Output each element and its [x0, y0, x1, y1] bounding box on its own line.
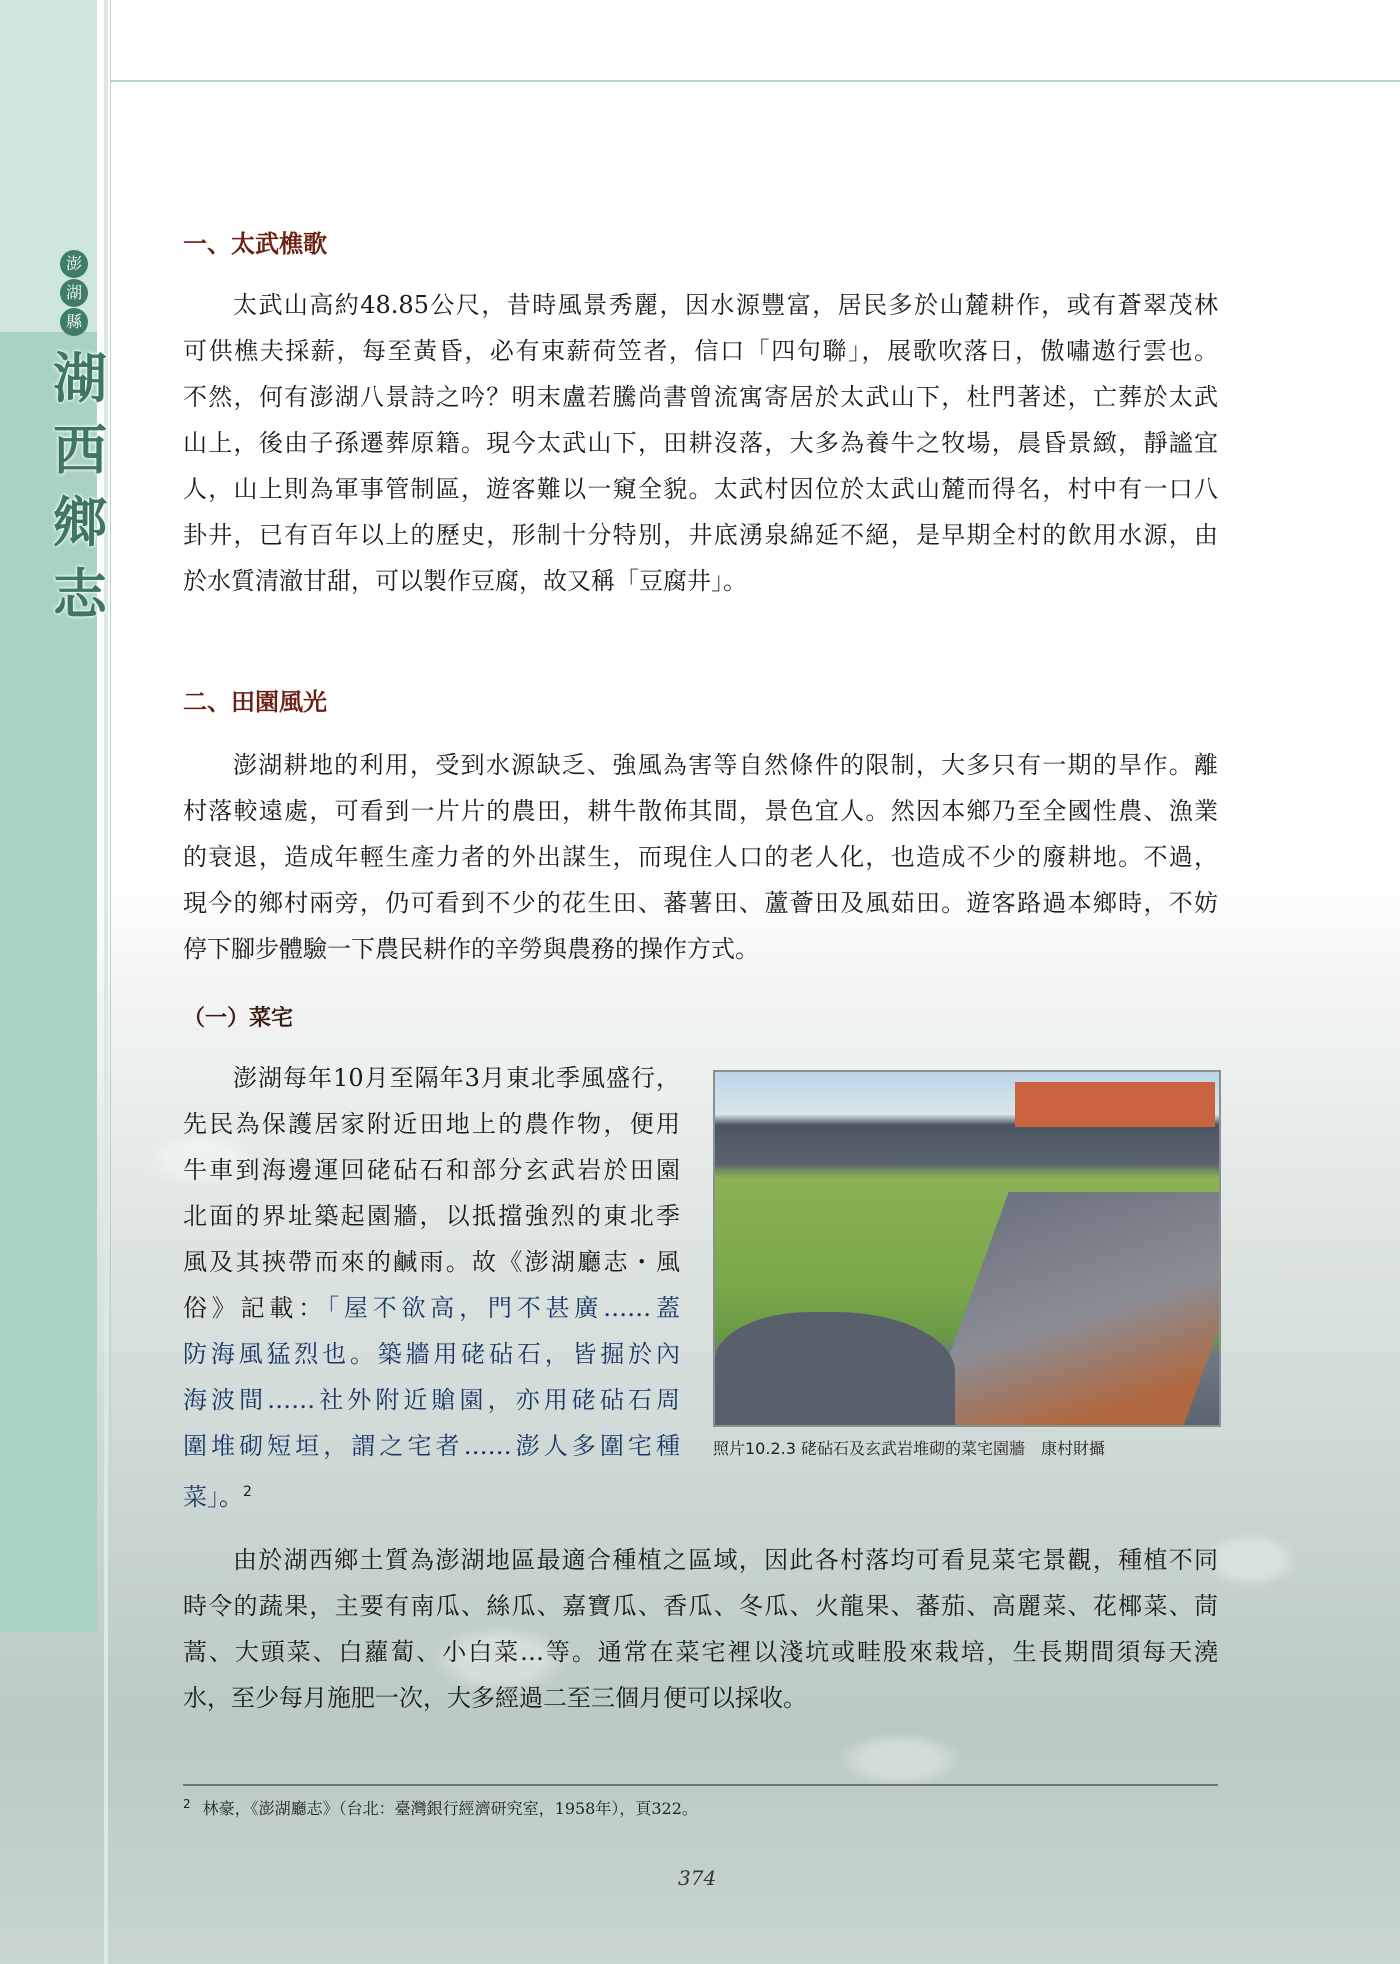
- text-line: 現今的鄉村兩旁，仍可看到不少的花生田、蕃薯田、蘆薈田及風茹田。遊客路過本鄉時，不妨: [183, 889, 1218, 917]
- header-rule: [110, 80, 1400, 82]
- photo-coral-stone-wall: [713, 1070, 1221, 1427]
- text-line: 澎湖耕地的利用，受到水源缺乏、強風為害等自然條件的限制，大多只有一期的旱作。離: [233, 751, 1218, 779]
- text-line: 村落較遠處，可看到一片片的農田，耕牛散佈其間，景色宜人。然因本鄉乃至全國性農、漁業: [183, 797, 1218, 825]
- badge-char: 縣: [60, 308, 88, 336]
- text-line: 澎湖每年10月至隔年3月東北季風盛行，: [233, 1064, 680, 1092]
- quote-line: 圍堆砌短垣，謂之宅者……澎人多圍宅種: [183, 1432, 680, 1460]
- photo-rock: [715, 1312, 955, 1427]
- text-line: 牛車到海邊運回硓砧石和部分玄武岩於田園: [183, 1156, 680, 1184]
- paragraph: [183, 1055, 680, 1515]
- paragraph: [183, 1537, 1218, 1721]
- text-line: 由於湖西鄉土質為澎湖地區最適合種植之區域，因此各村落均可看見菜宅景觀，種植不同: [233, 1546, 1218, 1574]
- photo-wall: [921, 1192, 1221, 1427]
- footnote: [183, 1796, 698, 1819]
- section-heading: 一、太武樵歌: [183, 230, 327, 258]
- text-line: 停下腳步體驗一下農民耕作的辛勞與農務的操作方式。: [183, 935, 759, 963]
- quote-text: 「屋不欲高，門不甚廣……蓋: [327, 1294, 680, 1322]
- quote-line: 防海風猛烈也。築牆用硓砧石，皆掘於內: [183, 1340, 680, 1368]
- badge-char: 澎: [60, 250, 88, 278]
- photo-roof: [1015, 1082, 1215, 1127]
- text-fragment: 俗》記載：: [183, 1294, 328, 1322]
- text-line: 的衰退，造成年輕生產力者的外出謀生，而現住人口的老人化，也造成不少的廢耕地。不過，: [183, 843, 1218, 871]
- page-number: 374: [678, 1866, 717, 1890]
- text-line: 太武山高約48.85公尺，昔時風景秀麗，因水源豐富，居民多於山麓耕作，或有蒼翠茂林: [233, 291, 1218, 319]
- logo-char: 志: [53, 562, 107, 626]
- text-line: 可供樵夫採薪，每至黃昏，必有束薪荷笠者，信口「四句聯」，展歌吹落日，傲嘯遨行雲也。: [183, 337, 1218, 365]
- logo-char: 湖: [53, 346, 107, 410]
- text-line: 卦井，已有百年以上的歷史，形制十分特別，井底湧泉綿延不絕，是早期全村的飲用水源，由: [183, 521, 1218, 549]
- text-line: 不然，何有澎湖八景詩之吟？明末盧若騰尚書曾流寓寄居於太武山下，杜門著述，亡葬於太武: [183, 383, 1218, 411]
- footnote-text: 林豪，《澎湖廳志》（台北：臺灣銀行經濟研究室，1958年），頁322。: [202, 1799, 698, 1818]
- paragraph: [183, 742, 1218, 972]
- county-badge: [60, 250, 90, 337]
- text-line: 山上，後由子孫遷葬原籍。現今太武山下，田耕沒落，大多為養牛之牧場，晨昏景緻，靜謐宜: [183, 429, 1218, 457]
- book-title-logo: [50, 342, 110, 630]
- quote-line: 海波間……社外附近賶園，亦用硓砧石周: [183, 1386, 680, 1414]
- quote-text: 菜」: [183, 1483, 219, 1511]
- margin-rule: [104, 0, 108, 1964]
- logo-char: 西: [53, 418, 107, 482]
- text-line: [183, 1285, 680, 1331]
- text-line: 水，至少每月施肥一次，大多經過二至三個月便可以採收。: [183, 1684, 807, 1712]
- badge-char: 湖: [60, 279, 88, 307]
- text-line: 風及其挾帶而來的鹹雨。故《澎湖廳志・風: [183, 1248, 680, 1276]
- paragraph: [183, 282, 1218, 604]
- text-line: 蒿、大頭菜、白蘿蔔、小白菜…等。通常在菜宅裡以淺坑或畦股來栽培，生長期間須每天澆: [183, 1638, 1218, 1666]
- text-line: 北面的界址築起園牆，以抵擋強烈的東北季: [183, 1202, 680, 1230]
- section-heading: 二、田園風光: [183, 688, 327, 716]
- margin-rule-thin: [110, 0, 111, 1964]
- subsection-heading: （一）菜宅: [183, 1006, 294, 1031]
- footnote-rule: [183, 1784, 1218, 1786]
- text-line: [183, 1469, 680, 1515]
- text-line: 人，山上則為軍事管制區，遊客難以一窺全貌。太武村因位於太武山麓而得名，村中有一口八: [183, 475, 1218, 503]
- footnote-ref[interactable]: 2: [243, 1484, 252, 1500]
- logo-char: 鄉: [53, 490, 107, 554]
- photo-caption: 照片10.2.3 硓砧石及玄武岩堆砌的菜宅園牆 康村財攝: [713, 1439, 1105, 1458]
- text-fragment: 。: [219, 1483, 243, 1511]
- text-line: 時令的蔬果，主要有南瓜、絲瓜、嘉寶瓜、香瓜、冬瓜、火龍果、蕃茄、高麗菜、花椰菜、茼: [183, 1592, 1218, 1620]
- text-line: 先民為保護居家附近田地上的農作物，便用: [183, 1110, 680, 1138]
- footnote-number: 2: [183, 1796, 191, 1811]
- text-line: 於水質清澈甘甜，可以製作豆腐，故又稱「豆腐井」。: [183, 567, 747, 595]
